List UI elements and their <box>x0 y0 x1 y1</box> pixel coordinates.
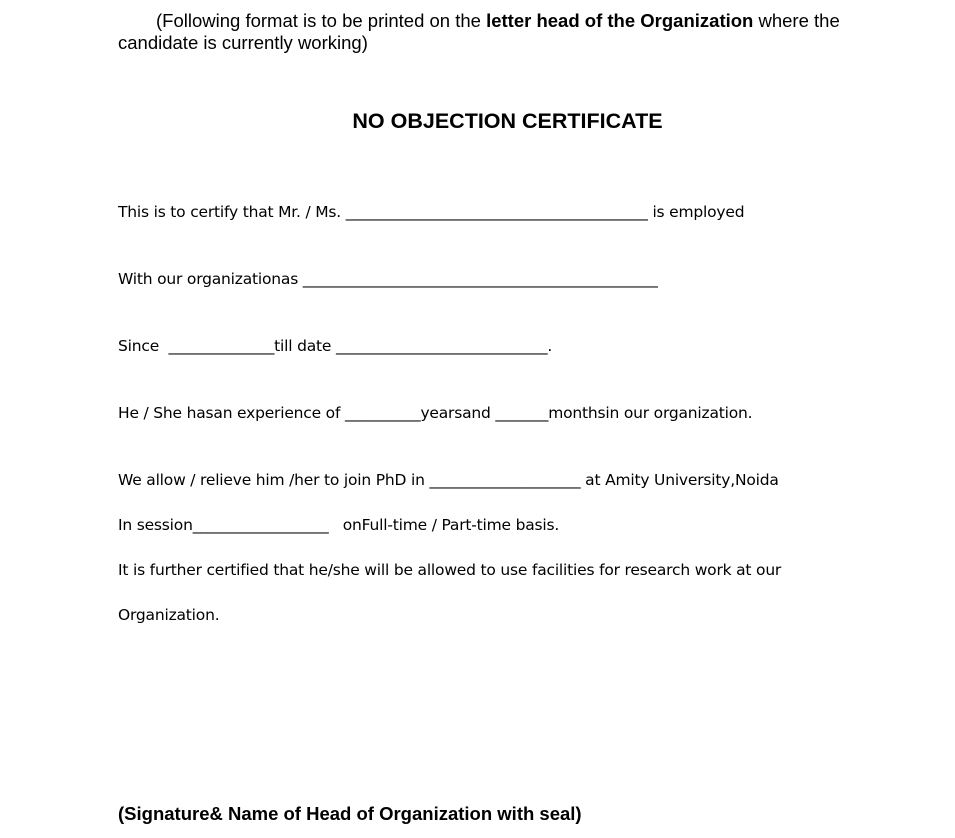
experience-line: He / She hasan experience of __________yearsand _______monthsin our organization. <box>118 404 753 422</box>
organization-end-line: Organization. <box>118 606 220 624</box>
instruction-emphasis: letter head of the Organization <box>486 10 754 31</box>
instruction-text-end: where the candidate is currently working) <box>118 10 840 53</box>
session-line: In session__________________ onFull-time / Part-time basis. <box>118 516 560 534</box>
certify-line: This is to certify that Mr. / Ms. ________________________________________ is employed <box>118 203 745 221</box>
format-instruction <box>118 10 888 54</box>
signature-block: (Signature& Name of Head of Organization with seal) <box>118 803 582 824</box>
instruction-text-start: (Following format is to be printed on the <box>156 10 487 31</box>
since-line: Since ______________till date ____________________________. <box>118 337 553 355</box>
organization-line: With our organizationas _______________________________________________ <box>118 270 658 288</box>
certificate-title: NO OBJECTION CERTIFICATE <box>352 109 663 133</box>
facilities-line: It is further certified that he/she will be allowed to use facilities for research work at our <box>118 561 782 579</box>
join-phd-line: We allow / relieve him /her to join PhD in ____________________ at Amity University,Noida <box>118 471 779 489</box>
